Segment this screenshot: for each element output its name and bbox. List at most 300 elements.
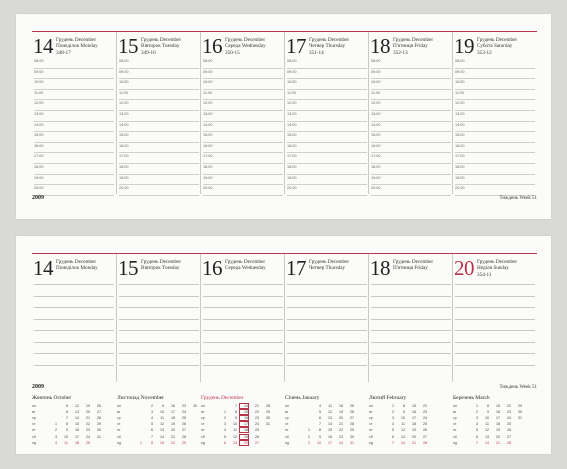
time-label: 08:00 xyxy=(203,59,213,63)
weekday-label: пт xyxy=(285,428,289,433)
writing-line[interactable] xyxy=(287,365,367,366)
time-slot[interactable] xyxy=(287,153,367,164)
date-cell: 20 xyxy=(496,434,500,439)
time-slot[interactable] xyxy=(203,185,283,196)
mini-calendar-row xyxy=(117,435,197,441)
date-cell: 6 xyxy=(66,410,68,415)
date-cell: 7 xyxy=(319,422,321,427)
time-label: 09:00 xyxy=(455,69,465,74)
date-cell: 9 xyxy=(487,410,489,415)
date-cell: 18 xyxy=(171,416,175,421)
day-info-line3: 353-12 xyxy=(477,49,492,56)
day-number: 19 xyxy=(454,34,474,58)
date-cell: 2 xyxy=(392,410,394,415)
weekday-label: пн xyxy=(32,404,36,408)
weekday-label: чт xyxy=(32,422,36,427)
time-slot[interactable] xyxy=(287,111,367,122)
weekday-label: пт xyxy=(201,428,205,433)
date-cell: 16 xyxy=(496,410,500,415)
date-cell: 12 xyxy=(485,428,489,433)
time-slot[interactable] xyxy=(371,111,451,122)
writing-line[interactable] xyxy=(119,330,199,331)
date-cell: 27 xyxy=(507,434,511,439)
weekday-label: пт xyxy=(453,428,457,433)
writing-line[interactable] xyxy=(119,319,199,320)
date-cell: 30 xyxy=(266,416,270,421)
day-info-line1: Грудень December xyxy=(56,37,97,43)
date-cell: 14 xyxy=(160,434,164,439)
date-cell: 23 xyxy=(86,428,90,433)
date-cell: 28 xyxy=(350,422,354,427)
date-cell: 7 xyxy=(392,440,394,445)
time-slot[interactable] xyxy=(287,143,367,154)
date-cell: 31 xyxy=(97,434,101,439)
time-slot[interactable] xyxy=(287,58,367,69)
time-slot[interactable] xyxy=(287,185,367,196)
time-label: 13:00 xyxy=(203,112,213,116)
time-label: 18:00 xyxy=(287,165,297,169)
time-slot[interactable] xyxy=(371,185,451,196)
date-cell: 30 xyxy=(518,410,522,415)
time-label: 10:00 xyxy=(455,80,465,85)
time-slot[interactable] xyxy=(34,69,114,80)
date-cell: 12 xyxy=(233,434,237,439)
date-cell: 27 xyxy=(423,434,427,439)
time-slot[interactable] xyxy=(119,164,199,175)
date-cell: 14 xyxy=(328,422,332,427)
date-cell: 23 xyxy=(339,434,343,439)
date-cell: 15 xyxy=(160,440,164,445)
date-cell: 25 xyxy=(507,422,511,427)
date-cell: 16 xyxy=(412,410,416,415)
time-label: 16:00 xyxy=(34,143,44,148)
date-cell: 22 xyxy=(86,422,90,427)
time-slot[interactable] xyxy=(455,100,535,111)
date-cell: 22 xyxy=(507,404,511,408)
date-cell: 24 xyxy=(255,422,259,427)
day-info-line1: Грудень December xyxy=(477,259,518,265)
time-slot[interactable] xyxy=(34,132,114,143)
date-cell: 25 xyxy=(255,428,259,433)
mini-calendar-row xyxy=(201,428,281,434)
mini-calendar-row xyxy=(369,428,449,434)
date-cell: 4 xyxy=(151,416,153,421)
time-label: 15:00 xyxy=(203,133,213,138)
time-slot[interactable] xyxy=(34,111,114,122)
time-slot[interactable] xyxy=(287,122,367,133)
writing-line[interactable] xyxy=(287,342,367,343)
writing-line[interactable] xyxy=(34,319,114,320)
day-info-line1: Грудень December xyxy=(56,259,97,265)
day-info-line2: Вівторок Tuesday xyxy=(141,43,180,50)
date-cell: 26 xyxy=(507,428,511,433)
date-cell: 21 xyxy=(255,404,259,408)
mini-calendar-row xyxy=(453,416,533,422)
writing-line[interactable] xyxy=(287,296,367,297)
date-cell: 5 xyxy=(319,410,321,415)
time-slot[interactable] xyxy=(455,185,535,196)
day-info xyxy=(225,37,266,56)
time-slot[interactable] xyxy=(34,122,114,133)
day-info-line2: Субота Saturday xyxy=(477,43,513,50)
writing-line[interactable] xyxy=(371,284,451,285)
time-label: 20:00 xyxy=(287,186,297,191)
mini-calendar xyxy=(32,395,115,445)
time-slot[interactable] xyxy=(287,164,367,175)
time-slot[interactable] xyxy=(203,100,283,111)
mini-calendar xyxy=(453,395,536,445)
bottom-week-label: Тиждень Week 51 xyxy=(499,385,537,390)
writing-line[interactable] xyxy=(203,296,283,297)
date-cell: 24 xyxy=(339,440,343,445)
writing-line[interactable] xyxy=(371,296,451,297)
writing-line[interactable] xyxy=(34,342,114,343)
writing-line[interactable] xyxy=(371,330,451,331)
writing-line[interactable] xyxy=(287,330,367,331)
date-cell: 9 xyxy=(235,416,237,421)
date-cell: 17 xyxy=(328,440,332,445)
time-label: 19:00 xyxy=(371,175,381,180)
day-number: 16 xyxy=(202,256,222,280)
writing-line[interactable] xyxy=(455,319,535,320)
time-label: 14:00 xyxy=(455,122,465,127)
time-slot[interactable] xyxy=(203,90,283,101)
time-label: 10:00 xyxy=(119,80,129,85)
time-label: 19:00 xyxy=(34,175,44,180)
date-cell: 3 xyxy=(55,434,57,439)
date-cell: 13 xyxy=(75,410,79,415)
date-cell: 30 xyxy=(193,404,197,408)
time-label: 16:00 xyxy=(455,143,465,148)
date-cell: 4 xyxy=(319,404,321,408)
writing-line[interactable] xyxy=(371,365,451,366)
time-label: 12:00 xyxy=(34,101,44,106)
time-slot[interactable] xyxy=(455,79,535,90)
time-slot[interactable] xyxy=(455,153,535,164)
time-slot[interactable] xyxy=(455,58,535,69)
time-slot[interactable] xyxy=(203,153,283,164)
date-cell: 24 xyxy=(507,416,511,421)
date-cell: 9 xyxy=(66,428,68,433)
time-slot[interactable] xyxy=(371,132,451,143)
writing-line[interactable] xyxy=(455,342,535,343)
time-slot[interactable] xyxy=(119,175,199,186)
date-cell: 29 xyxy=(182,440,186,445)
time-slot[interactable] xyxy=(203,164,283,175)
writing-line[interactable] xyxy=(119,342,199,343)
day-column-16 xyxy=(201,254,285,382)
date-cell: 8 xyxy=(151,440,153,445)
time-slot[interactable] xyxy=(34,153,114,164)
day-info-line2: Середа Wednesday xyxy=(225,265,266,272)
time-label: 11:00 xyxy=(203,90,213,95)
time-slot[interactable] xyxy=(119,69,199,80)
writing-line[interactable] xyxy=(371,353,451,354)
writing-line[interactable] xyxy=(34,330,114,331)
time-label: 10:00 xyxy=(34,80,44,85)
time-label: 20:00 xyxy=(371,186,381,191)
day-info xyxy=(393,259,433,272)
weekday-label: сб xyxy=(453,434,457,439)
weekday-label: ср xyxy=(201,416,205,421)
day-number: 15 xyxy=(118,256,138,280)
date-cell: 26 xyxy=(182,422,186,427)
writing-line[interactable] xyxy=(203,319,283,320)
time-slot[interactable] xyxy=(455,175,535,186)
time-slot[interactable] xyxy=(287,69,367,80)
weekday-label: нд xyxy=(32,440,37,445)
weekday-label: пт xyxy=(117,428,121,433)
time-slot[interactable] xyxy=(34,100,114,111)
date-cell: 20 xyxy=(86,410,90,415)
weekday-label: ср xyxy=(117,416,121,421)
date-cell: 1 xyxy=(224,410,226,415)
weekday-label: нд xyxy=(117,440,122,445)
writing-line[interactable] xyxy=(287,319,367,320)
time-label: 11:00 xyxy=(371,90,381,95)
weekday-label: ср xyxy=(32,416,36,421)
writing-line[interactable] xyxy=(203,330,283,331)
date-cell: 13 xyxy=(233,440,237,445)
date-cell: 16 xyxy=(75,428,79,433)
date-cell: 4 xyxy=(476,422,478,427)
time-slot[interactable] xyxy=(371,100,451,111)
writing-line[interactable] xyxy=(203,284,283,285)
time-label: 20:00 xyxy=(34,186,44,191)
weekday-label: нд xyxy=(201,440,206,445)
time-label: 08:00 xyxy=(455,59,465,63)
time-label: 14:00 xyxy=(34,122,44,127)
time-slot[interactable] xyxy=(119,132,199,143)
writing-line[interactable] xyxy=(34,284,114,285)
time-slot[interactable] xyxy=(371,79,451,90)
time-slot[interactable] xyxy=(287,79,367,90)
time-label: 14:00 xyxy=(287,122,297,127)
writing-line[interactable] xyxy=(371,319,451,320)
writing-line[interactable] xyxy=(119,307,199,308)
date-cell: 5 xyxy=(392,428,394,433)
time-label: 19:00 xyxy=(455,175,465,180)
mini-calendar xyxy=(117,395,200,445)
mini-calendar-row xyxy=(369,441,449,447)
writing-line[interactable] xyxy=(455,353,535,354)
time-label: 18:00 xyxy=(34,165,44,169)
date-cell: 11 xyxy=(233,428,237,433)
writing-line[interactable] xyxy=(455,330,535,331)
date-cell: 1 xyxy=(392,404,394,408)
writing-line[interactable] xyxy=(287,284,367,285)
date-cell: 16 xyxy=(171,404,175,408)
mini-calendar-row xyxy=(201,410,281,416)
day-info-line1: Грудень December xyxy=(393,259,434,265)
time-slot[interactable] xyxy=(34,175,114,186)
time-slot[interactable] xyxy=(203,79,283,90)
writing-line[interactable] xyxy=(371,307,451,308)
time-slot[interactable] xyxy=(203,175,283,186)
date-cell: 31 xyxy=(266,422,270,427)
date-cell: 7 xyxy=(476,440,478,445)
time-slot[interactable] xyxy=(34,164,114,175)
writing-line[interactable] xyxy=(119,353,199,354)
day-info-line1: Грудень December xyxy=(393,37,434,43)
time-label: 17:00 xyxy=(119,154,129,159)
time-slot[interactable] xyxy=(119,58,199,69)
date-cell: 27 xyxy=(182,428,186,433)
writing-line[interactable] xyxy=(287,307,367,308)
writing-line[interactable] xyxy=(34,365,114,366)
time-slot[interactable] xyxy=(119,143,199,154)
time-label: 15:00 xyxy=(34,133,44,138)
writing-line[interactable] xyxy=(203,353,283,354)
time-slot[interactable] xyxy=(203,122,283,133)
column-divider xyxy=(200,254,201,382)
time-slot[interactable] xyxy=(203,69,283,80)
day-info-line1: Грудень December xyxy=(309,259,350,265)
date-cell: 31 xyxy=(350,440,354,445)
time-label: 19:00 xyxy=(203,175,213,180)
day-column-14 xyxy=(32,32,116,194)
writing-line[interactable] xyxy=(34,296,114,297)
time-slot[interactable] xyxy=(119,153,199,164)
time-slot[interactable] xyxy=(119,122,199,133)
writing-line[interactable] xyxy=(34,307,114,308)
day-column-20 xyxy=(453,254,537,382)
time-slot[interactable] xyxy=(203,111,283,122)
weekday-label: пн xyxy=(201,404,205,408)
time-slot[interactable] xyxy=(455,69,535,80)
date-cell: 8 xyxy=(235,410,237,415)
mini-calendar-row xyxy=(117,404,197,410)
date-cell: 29 xyxy=(350,428,354,433)
time-label: 13:00 xyxy=(287,112,297,116)
mini-calendar-title: Березень March xyxy=(453,395,490,401)
time-label: 15:00 xyxy=(287,133,297,138)
day-column-19 xyxy=(453,32,537,194)
time-slot[interactable] xyxy=(455,143,535,154)
time-slot[interactable] xyxy=(34,79,114,90)
time-slot[interactable] xyxy=(203,58,283,69)
time-label: 14:00 xyxy=(371,122,381,127)
time-label: 08:00 xyxy=(371,59,381,63)
day-info-line3: 352-13 xyxy=(393,49,408,56)
time-label: 11:00 xyxy=(287,90,297,95)
mini-calendar-row xyxy=(32,410,112,416)
writing-line[interactable] xyxy=(119,365,199,366)
time-slot[interactable] xyxy=(371,153,451,164)
writing-line[interactable] xyxy=(371,342,451,343)
time-slot[interactable] xyxy=(287,175,367,186)
time-slot[interactable] xyxy=(34,58,114,69)
time-slot[interactable] xyxy=(371,69,451,80)
date-cell: 29 xyxy=(97,422,101,427)
mini-calendar-row xyxy=(285,404,365,410)
time-label: 11:00 xyxy=(455,90,465,95)
day-info xyxy=(309,37,349,56)
date-cell: 31 xyxy=(518,416,522,421)
time-slot[interactable] xyxy=(371,164,451,175)
time-label: 19:00 xyxy=(119,175,129,180)
writing-line[interactable] xyxy=(203,307,283,308)
date-cell: 9 xyxy=(162,404,164,408)
day-info-line1: Грудень December xyxy=(225,37,266,43)
time-slot[interactable] xyxy=(203,132,283,143)
time-slot[interactable] xyxy=(119,90,199,101)
time-slot[interactable] xyxy=(455,164,535,175)
time-slot[interactable] xyxy=(371,122,451,133)
date-cell: 1 xyxy=(140,440,142,445)
time-slot[interactable] xyxy=(119,185,199,196)
bottom-planner-page xyxy=(16,236,551,454)
time-slot[interactable] xyxy=(287,90,367,101)
time-slot[interactable] xyxy=(371,58,451,69)
date-cell: 22 xyxy=(339,428,343,433)
mini-calendar-row xyxy=(117,441,197,447)
writing-line[interactable] xyxy=(34,353,114,354)
date-cell: 14 xyxy=(240,404,248,408)
mini-calendar xyxy=(285,395,368,445)
writing-line[interactable] xyxy=(455,307,535,308)
time-slot[interactable] xyxy=(455,132,535,143)
day-info-line3: 349-16 xyxy=(141,49,156,56)
writing-line[interactable] xyxy=(455,365,535,366)
date-cell: 26 xyxy=(255,434,259,439)
writing-line[interactable] xyxy=(287,353,367,354)
day-info-line2: Четвер Thursday xyxy=(309,43,346,50)
time-label: 13:00 xyxy=(371,112,381,116)
writing-line[interactable] xyxy=(203,365,283,366)
date-cell: 14 xyxy=(401,440,405,445)
date-cell: 9 xyxy=(403,410,405,415)
time-slot[interactable] xyxy=(119,100,199,111)
writing-line[interactable] xyxy=(455,296,535,297)
time-slot[interactable] xyxy=(455,111,535,122)
time-slot[interactable] xyxy=(119,111,199,122)
date-cell: 3 xyxy=(151,410,153,415)
time-slot[interactable] xyxy=(34,90,114,101)
writing-line[interactable] xyxy=(203,342,283,343)
writing-line[interactable] xyxy=(455,284,535,285)
time-slot[interactable] xyxy=(371,175,451,186)
time-slot[interactable] xyxy=(287,132,367,143)
time-label: 11:00 xyxy=(34,90,44,95)
time-label: 12:00 xyxy=(287,101,297,106)
mini-calendar-row xyxy=(117,416,197,422)
time-slot[interactable] xyxy=(34,143,114,154)
time-label: 09:00 xyxy=(287,69,297,74)
day-number: 15 xyxy=(118,34,138,58)
time-slot[interactable] xyxy=(455,90,535,101)
time-slot[interactable] xyxy=(455,122,535,133)
date-cell: 4 xyxy=(392,422,394,427)
date-cell: 10 xyxy=(160,410,164,415)
time-slot[interactable] xyxy=(119,79,199,90)
day-info-line3: 351-14 xyxy=(309,49,324,56)
time-slot[interactable] xyxy=(371,90,451,101)
mini-calendar-row xyxy=(453,441,533,447)
mini-calendar-row xyxy=(201,435,281,441)
time-slot[interactable] xyxy=(371,143,451,154)
writing-line[interactable] xyxy=(119,284,199,285)
time-slot[interactable] xyxy=(203,143,283,154)
date-cell: 16 xyxy=(328,434,332,439)
time-slot[interactable] xyxy=(34,185,114,196)
date-cell: 3 xyxy=(308,440,310,445)
time-slot[interactable] xyxy=(287,100,367,111)
writing-line[interactable] xyxy=(119,296,199,297)
time-label: 10:00 xyxy=(371,80,381,85)
date-cell: 7 xyxy=(66,416,68,421)
weekday-label: вт xyxy=(369,410,373,415)
